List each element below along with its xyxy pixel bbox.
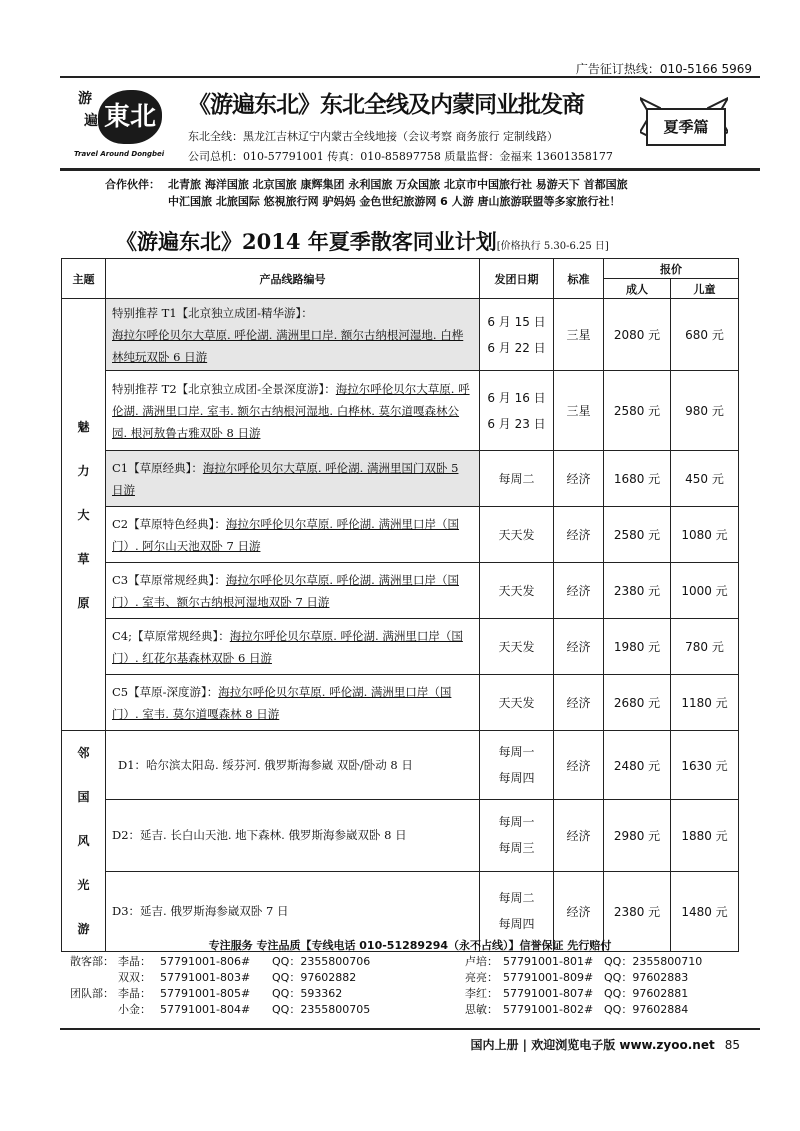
product-route: 延吉. 俄罗斯海参崴双卧 7 日 <box>140 904 289 919</box>
product-code: 特别推荐 T2【北京独立成团-全景深度游】： <box>112 381 336 396</box>
product-code: C2【草原特色经典】： <box>112 516 226 531</box>
contact-phone: 57791001-805# <box>160 987 251 1000</box>
table-row <box>62 675 739 731</box>
logo-char-1: 游 <box>78 91 92 107</box>
adult-price: 2080 元 <box>604 299 671 371</box>
top-rule <box>60 76 760 78</box>
partners-line-2: 中汇国旅 北旅国际 悠視旅行网 驴妈妈 金色世纪旅游网 6 人游 唐山旅游联盟等多家旅行社！ <box>168 195 621 208</box>
theme-grassland <box>62 299 106 731</box>
product-route: 海拉尔呼伦贝尔大草原. 呼伦湖. 满洲里口岸. 额尔古纳根河湿地. 白桦林纯玩双卧 6 日游 <box>112 327 464 364</box>
contact-qq: QQ：97602883 <box>604 971 689 984</box>
contact-phone: 57791001-806# <box>160 955 251 968</box>
table-row <box>62 371 739 451</box>
contact-name: 思敏： <box>465 1003 498 1016</box>
adult-price: 2580 元 <box>604 371 671 451</box>
contact-row <box>60 970 760 986</box>
ebook-link[interactable]: 国内上册 | 欢迎浏览电子版 www.zyoo.net <box>470 1038 715 1052</box>
product-route: 海拉尔呼伦贝尔草原. 呼伦湖. 满洲里口岸（国门）. 室韦、额尔古纳根河湿地双卧 7 日游 <box>112 572 459 609</box>
product-route: 海拉尔呼伦贝尔草原. 呼伦湖. 满洲里口岸（国门）. 红花尔基森林双卧 6 日游 <box>112 628 463 665</box>
standard-cell: 经济 <box>554 619 604 675</box>
contact-phone: 57791001-807# <box>503 987 594 1000</box>
logo-main: 東北 <box>98 90 162 144</box>
product-cell <box>106 800 480 871</box>
contact-name: 亮亮： <box>465 971 498 984</box>
child-price: 680 元 <box>671 299 739 371</box>
contact-row <box>60 986 760 1002</box>
theme-neighbor-country <box>62 731 106 952</box>
season-badge <box>640 96 728 150</box>
date-cell <box>480 371 554 451</box>
header-date: 发团日期 <box>480 259 554 299</box>
standard-cell: 经济 <box>554 563 604 619</box>
date-cell: 每周二 <box>480 451 554 507</box>
contact-phone: 57791001-804# <box>160 1003 251 1016</box>
logo <box>74 84 182 164</box>
product-route: 海拉尔呼伦贝尔草原. 呼伦湖. 满洲里口岸（国门）. 室韦. 莫尔道嘎森林 8 日游 <box>112 684 452 721</box>
header-price: 报价 <box>604 259 739 279</box>
product-cell <box>106 619 480 675</box>
contact-name: 双双： <box>118 971 151 984</box>
product-code: D1： <box>118 758 147 773</box>
partners-label: 合作伙伴： <box>105 178 160 191</box>
standard-cell: 经济 <box>554 451 604 507</box>
adult-price: 2380 元 <box>604 871 671 951</box>
contact-row <box>60 1002 760 1018</box>
partners-line-1: 北青旅 海洋国旅 北京国旅 康辉集团 永利国旅 万众国旅 北京市中国旅行社 易游天下 首都国旅 <box>168 178 628 191</box>
table-row <box>62 731 739 800</box>
product-cell <box>106 563 480 619</box>
adult-price: 2580 元 <box>604 507 671 563</box>
contact-phone: 57791001-802# <box>503 1003 594 1016</box>
plan-price-period: [价格执行 5.30-6.25 日] <box>496 241 609 252</box>
adult-price: 2480 元 <box>604 731 671 800</box>
date-cell <box>480 299 554 371</box>
contact-qq: QQ：2355800706 <box>272 955 371 968</box>
product-cell <box>106 731 480 800</box>
dept-label: 散客部： <box>70 955 114 968</box>
depart-date: 6 月 15 日 <box>487 314 546 329</box>
contact-phone: 57791001-801# <box>503 955 594 968</box>
dept-label: 团队部： <box>70 987 114 1000</box>
footer-rule <box>60 1028 760 1030</box>
contact-qq: QQ：97602882 <box>272 971 357 984</box>
product-route: 海拉尔呼伦贝尔大草原. 呼伦湖. 满洲里口岸. 室韦. 额尔古纳根河湿地. 白桦林. 莫尔道嘎森林公园. 根河敖鲁古雅双卧 8 日游 <box>112 381 470 440</box>
standard-cell: 经济 <box>554 871 604 951</box>
plan-title-main: 《游遍东北》2014 年夏季散客同业计划 <box>116 229 497 254</box>
contact-line: 公司总机：010-57791001 传真：010-85897758 质量监督：金福来 13601358177 <box>188 150 613 163</box>
contact-phone: 57791001-809# <box>503 971 594 984</box>
product-code: C5【草原-深度游】： <box>112 684 219 699</box>
date-cell: 天天发 <box>480 619 554 675</box>
child-price: 1000 元 <box>671 563 739 619</box>
product-code: D2： <box>112 828 141 843</box>
adult-price: 2380 元 <box>604 563 671 619</box>
depart-date: 6 月 22 日 <box>487 340 546 355</box>
plan-title <box>116 226 609 256</box>
table-row <box>62 563 739 619</box>
tour-price-table <box>61 258 739 952</box>
depart-date: 每周一 <box>498 745 535 760</box>
child-price: 980 元 <box>671 371 739 451</box>
child-price: 450 元 <box>671 451 739 507</box>
contact-qq: QQ：97602884 <box>604 1003 689 1016</box>
contact-phone: 57791001-803# <box>160 971 251 984</box>
header-product: 产品线路编号 <box>106 259 480 299</box>
service-slogan: 专注服务 专注品质【专线电话 010-51289294（永不占线）】信誉保证 先行赔付 <box>208 939 612 952</box>
depart-date: 6 月 23 日 <box>487 416 546 431</box>
standard-cell: 三星 <box>554 299 604 371</box>
table-row <box>62 451 739 507</box>
child-price: 1480 元 <box>671 871 739 951</box>
adult-price: 2980 元 <box>604 800 671 871</box>
contact-name: 李晶： <box>118 955 151 968</box>
standard-cell: 经济 <box>554 800 604 871</box>
page-number: 85 <box>724 1038 740 1052</box>
theme-label: 邻国风光游 <box>77 746 90 936</box>
ad-hotline: 广告征订热线：010-5166 5969 <box>575 62 752 76</box>
product-route: 海拉尔呼伦贝尔草原. 呼伦湖. 满洲里口岸（国门）. 阿尔山天池双卧 7 日游 <box>112 516 459 553</box>
product-route: 海拉尔呼伦贝尔大草原. 呼伦湖. 满洲里国门双卧 5 日游 <box>112 460 459 497</box>
depart-date: 每周一 <box>498 815 535 830</box>
contact-name: 小金： <box>118 1003 151 1016</box>
standard-cell: 经济 <box>554 675 604 731</box>
table-row <box>62 800 739 871</box>
product-cell <box>106 507 480 563</box>
depart-date: 每周四 <box>498 917 535 932</box>
product-cell <box>106 299 480 371</box>
brand-title: 《游遍东北》东北全线及内蒙同业批发商 <box>188 91 584 118</box>
header-standard: 标准 <box>554 259 604 299</box>
product-code: C1【草原经典】： <box>112 460 203 475</box>
product-cell <box>106 451 480 507</box>
child-price: 1080 元 <box>671 507 739 563</box>
product-cell <box>106 675 480 731</box>
contact-footer <box>60 938 760 1018</box>
table-row <box>62 619 739 675</box>
product-cell <box>106 371 480 451</box>
child-price: 1180 元 <box>671 675 739 731</box>
product-code: D3： <box>112 904 141 919</box>
adult-price: 1980 元 <box>604 619 671 675</box>
season-label: 夏季篇 <box>646 108 726 146</box>
product-code: 特别推荐 T1【北京独立成团-精华游】： <box>112 305 313 320</box>
date-cell <box>480 731 554 800</box>
contact-qq: QQ：2355800705 <box>272 1003 371 1016</box>
table-row <box>62 507 739 563</box>
header-rule <box>60 168 760 171</box>
product-code: C4;【草原常规经典】： <box>112 628 230 643</box>
header-theme: 主题 <box>62 259 106 299</box>
date-cell <box>480 800 554 871</box>
contact-name: 李晶： <box>118 987 151 1000</box>
depart-date: 每周四 <box>498 771 535 786</box>
date-cell: 天天发 <box>480 675 554 731</box>
child-price: 1630 元 <box>671 731 739 800</box>
contact-name: 卢培： <box>465 955 498 968</box>
logo-char-2: 遍 <box>84 113 98 129</box>
theme-label: 魅力大草原 <box>77 419 90 610</box>
contact-row <box>60 954 760 970</box>
table-row <box>62 299 739 371</box>
adult-price: 2680 元 <box>604 675 671 731</box>
product-route: 哈尔滨太阳岛. 绥芬河. 俄罗斯海参崴 双卧/卧动 8 日 <box>146 758 413 773</box>
contact-qq: QQ：593362 <box>272 987 343 1000</box>
logo-tagline: Travel Around Dongbei <box>74 150 165 158</box>
header-child: 儿童 <box>671 279 739 299</box>
standard-cell: 三星 <box>554 371 604 451</box>
header-adult: 成人 <box>604 279 671 299</box>
adult-price: 1680 元 <box>604 451 671 507</box>
partners <box>60 176 760 210</box>
contact-qq: QQ：2355800710 <box>604 955 703 968</box>
product-code: C3【草原常规经典】： <box>112 572 226 587</box>
page-footer <box>470 1036 740 1053</box>
contact-name: 李红： <box>465 987 498 1000</box>
service-line: 东北全线：黑龙江吉林辽宁内蒙古全线地接（会议考察 商务旅行 定制线路） <box>188 130 558 143</box>
child-price: 780 元 <box>671 619 739 675</box>
contact-qq: QQ：97602881 <box>604 987 689 1000</box>
date-cell: 天天发 <box>480 507 554 563</box>
depart-date: 每周二 <box>498 891 535 906</box>
depart-date: 6 月 16 日 <box>487 390 546 405</box>
standard-cell: 经济 <box>554 507 604 563</box>
product-route: 延吉. 长白山天池. 地下森林. 俄罗斯海参崴双卧 8 日 <box>140 828 407 843</box>
standard-cell: 经济 <box>554 731 604 800</box>
date-cell: 天天发 <box>480 563 554 619</box>
child-price: 1880 元 <box>671 800 739 871</box>
depart-date: 每周三 <box>498 841 535 856</box>
